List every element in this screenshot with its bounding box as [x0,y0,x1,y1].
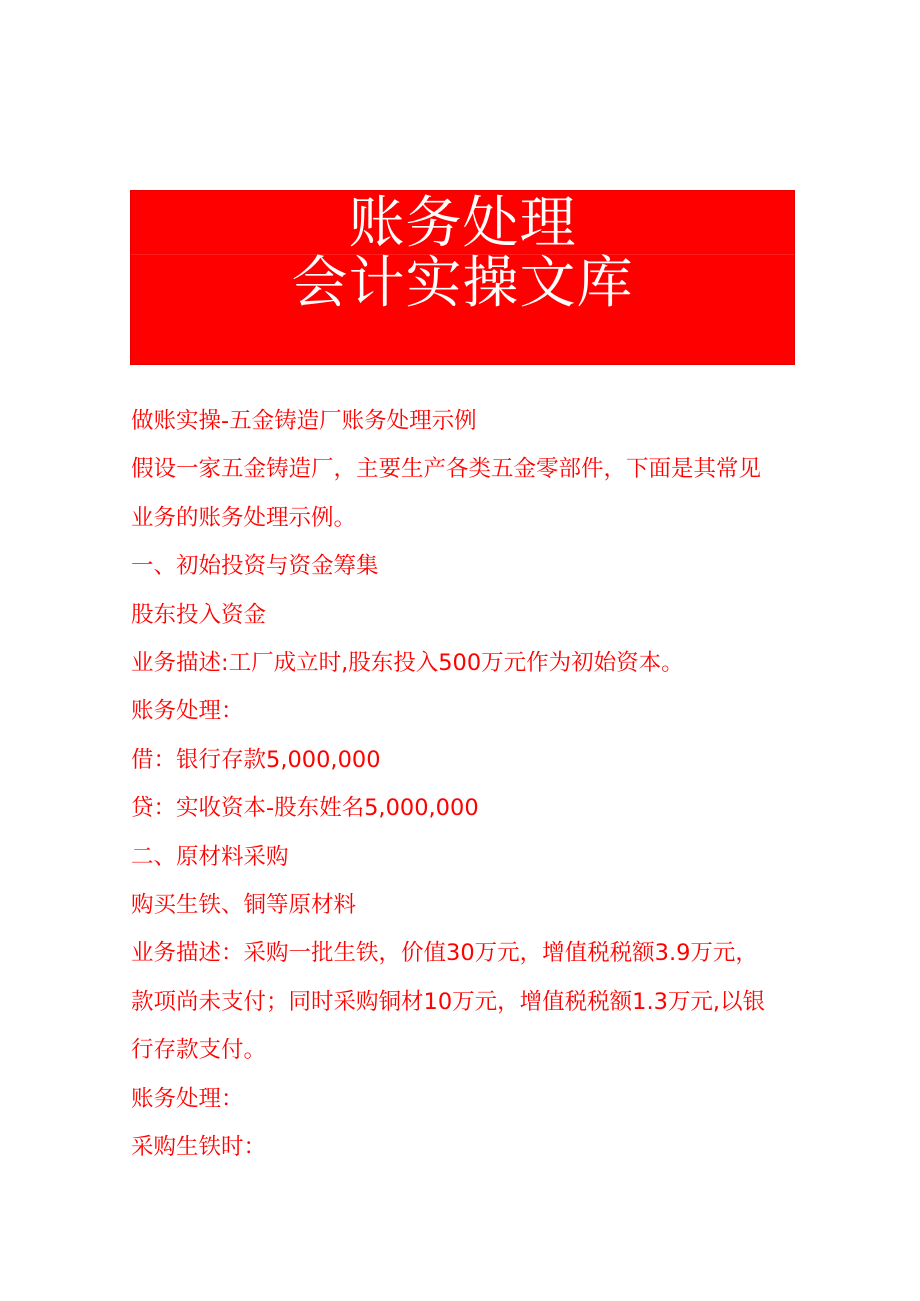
banner-subtitle: 会计实操文库 [291,251,634,316]
section-heading-1: 一、初始投资与资金筹集 [131,553,379,580]
accounting-label: 账务处理： [131,698,244,725]
business-description: 业务描述:工厂成立时,股东投入500万元作为初始资本。 [131,650,684,677]
subsection-heading: 股东投入资金 [131,601,267,628]
business-description-continued: 行存款支付。 [131,1037,267,1064]
entry-label: 采购生铁时： [131,1134,267,1161]
intro-text: 假设一家五金铸造厂，主要生产各类五金零部件，下面是其常见 [131,456,762,483]
banner-title: 账务处理 [348,191,577,256]
business-description: 业务描述：采购一批生铁，价值30万元，增值税税额3.9万元， [131,940,758,967]
section-heading-2: 二、原材料采购 [131,843,289,870]
document-heading: 做账实操-五金铸造厂账务处理示例 [131,408,477,434]
subsection-heading: 购买生铁、铜等原材料 [131,892,357,919]
intro-text-continued: 业务的账务处理示例。 [131,504,357,531]
business-description-continued: 款项尚未支付；同时采购铜材10万元，增值税税额1.3万元,以银 [131,988,766,1015]
document-body [131,397,796,1172]
accounting-label: 账务处理： [131,1085,244,1112]
credit-entry: 贷：实收资本-股东姓名5,000,000 [131,795,479,822]
title-banner [130,190,795,365]
debit-entry: 借：银行存款5,000,000 [131,746,381,773]
